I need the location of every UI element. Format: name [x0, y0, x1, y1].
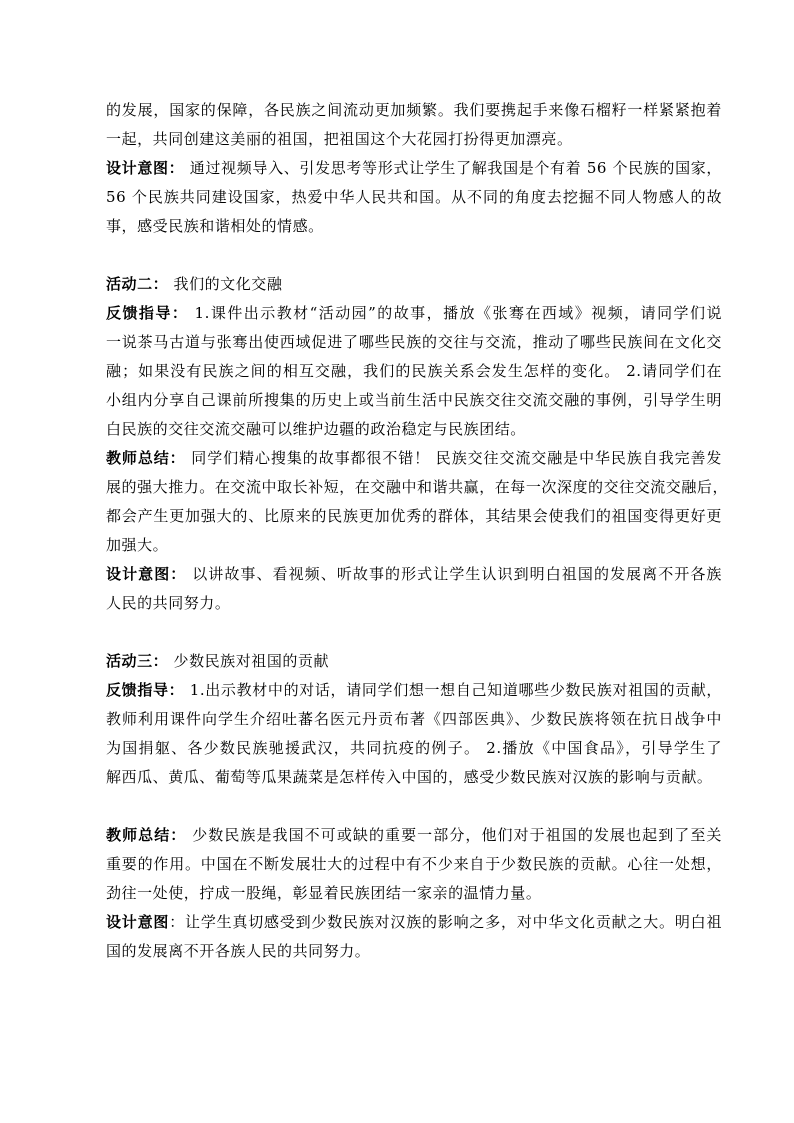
text-line: [106, 183, 722, 212]
line-text: 事，感受民族和谐相处的情感。: [106, 217, 324, 235]
text-line: [106, 299, 722, 328]
text-line: [106, 96, 722, 125]
line-text: 通过视频导入、引发思考等形式让学生了解我国是个有着 56 个民族的国家，: [184, 159, 722, 177]
text-line: [106, 531, 722, 560]
line-text: 融；如果没有民族之间的相互交融，我们的民族关系会发生怎样的变化。 2.请同学们在: [106, 362, 722, 380]
line-text: 重要的作用。中国在不断发展壮大的过程中有不少来自于少数民族的贡献。心往一处想，: [106, 855, 722, 873]
line-text: 解西瓜、黄瓜、葡萄等瓜果蔬菜是怎样传入中国的，感受少数民族对汉族的影响与贡献。: [106, 768, 713, 786]
text-line: [106, 821, 722, 850]
text-line: [106, 328, 722, 357]
section-label: 反馈指导：: [106, 681, 185, 699]
design-intent-3: [106, 908, 722, 966]
text-line: [106, 473, 729, 502]
text-line: [106, 444, 722, 473]
section-label: 反馈指导：: [106, 304, 189, 322]
teacher-summary-3: [106, 821, 722, 908]
line-text: 为国捐躯、各少数民族驰援武汉，共同抗疫的例子。 2.播放《中国食品》，引导学生了: [106, 739, 722, 757]
section-label: 设计意图：: [106, 159, 185, 177]
text-line: [106, 676, 722, 705]
text-line: [106, 879, 722, 908]
line-text: 56 个民族共同建设国家，热爱中华人民共和国。从不同的角度去挖掘不同人物感人的故: [106, 188, 722, 206]
line-text: ：让学生真切感受到少数民族对汉族的影响之多，对中华文化贡献之大。明白祖: [169, 913, 723, 931]
text-line: [106, 560, 722, 589]
line-text: 1.课件出示教材“活动园”的故事，播放《张骞在西域》视频，请同学们说: [188, 304, 722, 322]
text-line: [106, 589, 722, 618]
text-line: [106, 154, 722, 183]
section-label: 教师总结：: [106, 826, 187, 844]
section-label: 活动二：: [106, 275, 169, 293]
text-line: [106, 763, 722, 792]
document-page: [106, 96, 729, 966]
text-line: [106, 734, 722, 763]
teacher-summary-2: [106, 444, 729, 560]
text-line: [106, 647, 722, 676]
line-text: 劲往一处使，拧成一股绳，彰显着民族团结一家亲的温情力量。: [106, 884, 542, 902]
section-label: 教师总结：: [106, 449, 186, 467]
text-line: [106, 125, 722, 154]
line-text: 人民的共同努力。: [106, 594, 231, 612]
line-text: 的发展，国家的保障，各民族之间流动更加频繁。我们要携起手来像石榴籽一样紧紧抱着: [106, 101, 722, 119]
text-line: [106, 908, 722, 937]
line-text: 教师利用课件向学生介绍吐蕃名医元丹贡布著《四部医典》、少数民族将领在抗日战争中: [106, 710, 722, 728]
line-text: 少数民族对祖国的贡献: [168, 652, 330, 670]
design-intent-1: [106, 154, 722, 241]
feedback-guide-2: [106, 299, 722, 444]
text-line: [106, 415, 722, 444]
text-line: [106, 357, 722, 386]
intro-paragraph: [106, 96, 722, 154]
feedback-guide-3: [106, 676, 722, 792]
text-line: [106, 502, 722, 531]
line-text: 少数民族是我国不可或缺的重要一部分，他们对于祖国的发展也起到了至关: [186, 826, 722, 844]
line-text: 展的强大推力。在交流中取长补短，在交融中和谐共赢，在每一次深度的交往交流交融后，: [106, 478, 729, 496]
line-text: 我们的文化交融: [168, 275, 283, 293]
line-text: 小组内分享自己课前所搜集的历史上或当前生活中民族交往交流交融的事例，引导学生明: [106, 391, 722, 409]
activity-3-heading: [106, 647, 722, 676]
line-text: 一起，共同创建这美丽的祖国，把祖国这个大花园打扮得更加漂亮。: [106, 130, 573, 148]
text-line: [106, 386, 722, 415]
section-label: 活动三：: [106, 652, 169, 670]
text-line: [106, 270, 722, 299]
line-text: 国的发展离不开各族人民的共同努力。: [106, 942, 371, 960]
section-label: 设计意图：: [106, 565, 187, 583]
line-text: 1.出示教材中的对话，请同学们想一想自己知道哪些少数民族对祖国的贡献，: [184, 681, 722, 699]
line-text: 一说茶马古道与张骞出使西域促进了哪些民族的交往与交流，推动了哪些民族间在文化交: [106, 333, 722, 351]
blank-line: [106, 241, 722, 270]
line-text: 同学们精心搜集的故事都很不错！ 民族交往交流交融是中华民族自我完善发: [185, 449, 722, 467]
design-intent-2: [106, 560, 722, 618]
line-text: 都会产生更加强大的、比原来的民族更加优秀的群体，其结果会使我们的祖国变得更好更: [106, 507, 722, 525]
activity-2-heading: [106, 270, 722, 299]
line-text: 白民族的交往交流交融可以维护边疆的政治稳定与民族团结。: [106, 420, 526, 438]
line-text: 以讲故事、看视频、听故事的形式让学生认识到明白祖国的发展离不开各族: [186, 565, 722, 583]
text-line: [106, 212, 722, 241]
line-text: 加强大。: [106, 536, 169, 554]
text-line: [106, 937, 722, 966]
text-line: [106, 705, 722, 734]
blank-line: [106, 618, 722, 647]
blank-line: [106, 792, 722, 821]
text-line: [106, 850, 722, 879]
section-label: 设计意图: [106, 913, 170, 931]
